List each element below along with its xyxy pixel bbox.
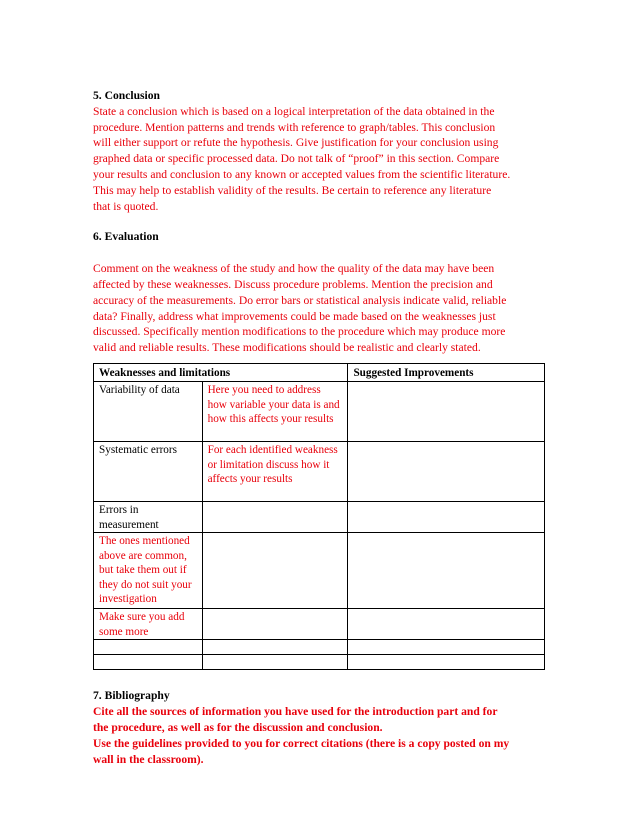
bibliography-heading: 7. Bibliography (93, 689, 170, 703)
improvement-cell (348, 382, 545, 442)
improvement-cell (348, 533, 545, 609)
table-row (94, 640, 545, 655)
evaluation-line: affected by these weaknesses. Discuss procedure problems. Mention the precision and (93, 277, 493, 291)
bibliography-line: the procedure, as well as for the discussion and conclusion. (93, 721, 383, 735)
evaluation-line: Comment on the weakness of the study and how the quality of the data may have been (93, 262, 495, 276)
bibliography-line: Use the guidelines provided to you for correct citations (there is a copy posted on my (93, 736, 510, 750)
conclusion-line: your results and conclusion to any known or accepted values from the scientific literature. (93, 167, 511, 181)
improvement-cell (348, 502, 545, 533)
conclusion-line: will either support or refute the hypothesis. Give justification for your conclusion using (93, 136, 499, 150)
weakness-note-cell (202, 533, 348, 609)
table-row (94, 609, 545, 640)
conclusion-paragraph (93, 104, 545, 215)
improvement-cell (348, 442, 545, 502)
document-content (93, 88, 545, 767)
evaluation-line: discussed. Specifically mention modifications to the procedure which may produce more (93, 325, 506, 339)
weakness-note-cell (202, 655, 348, 670)
improvement-cell (348, 655, 545, 670)
weakness-note-cell (202, 502, 348, 533)
table-header-row (94, 363, 545, 382)
weaknesses-table (93, 363, 545, 671)
weakness-cell (94, 640, 203, 655)
bibliography-section (93, 688, 545, 767)
improvement-cell (348, 640, 545, 655)
bibliography-line: wall in the classroom). (93, 752, 204, 766)
table-row (94, 502, 545, 533)
conclusion-line: that is quoted. (93, 199, 159, 213)
table-row (94, 442, 545, 502)
evaluation-line: valid and reliable results. These modifications should be realistic and clearly stated. (93, 341, 481, 355)
table-row (94, 655, 545, 670)
header-weaknesses: Weaknesses and limitations (94, 363, 348, 382)
weakness-cell: Errors in measurement (94, 502, 203, 533)
table-row (94, 533, 545, 609)
weakness-cell: The ones mentioned above are common, but take them out if they do not suit your investigation (94, 533, 203, 609)
weakness-note-cell: For each identified weakness or limitation discuss how it affects your results (202, 442, 348, 502)
weakness-cell: Systematic errors (94, 442, 203, 502)
weakness-cell (94, 655, 203, 670)
header-improvements: Suggested Improvements (348, 363, 545, 382)
improvement-cell (348, 609, 545, 640)
table-row (94, 382, 545, 442)
evaluation-paragraph (93, 261, 545, 356)
weakness-note-cell: Here you need to address how variable your data is and how this affects your results (202, 382, 348, 442)
conclusion-line: State a conclusion which is based on a logical interpretation of the data obtained in the (93, 104, 495, 118)
weakness-cell: Make sure you add some more (94, 609, 203, 640)
weakness-note-cell (202, 640, 348, 655)
evaluation-line: data? Finally, address what improvements could be made based on the weaknesses just (93, 309, 496, 323)
conclusion-line: This may help to establish validity of the results. Be certain to reference any literature (93, 183, 492, 197)
bibliography-line: Cite all the sources of information you have used for the introduction part and for (93, 705, 498, 719)
evaluation-heading: 6. Evaluation (93, 230, 159, 244)
weakness-cell: Variability of data (94, 382, 203, 442)
weakness-note-cell (202, 609, 348, 640)
conclusion-line: graphed data or specific processed data. Do not talk of “proof” in this section. Compare (93, 152, 500, 166)
evaluation-line: accuracy of the measurements. Do error bars or statistical analysis indicate valid, reliable (93, 293, 507, 307)
conclusion-heading: 5. Conclusion (93, 89, 161, 102)
conclusion-line: procedure. Mention patterns and trends with reference to graph/tables. This conclusion (93, 120, 496, 134)
